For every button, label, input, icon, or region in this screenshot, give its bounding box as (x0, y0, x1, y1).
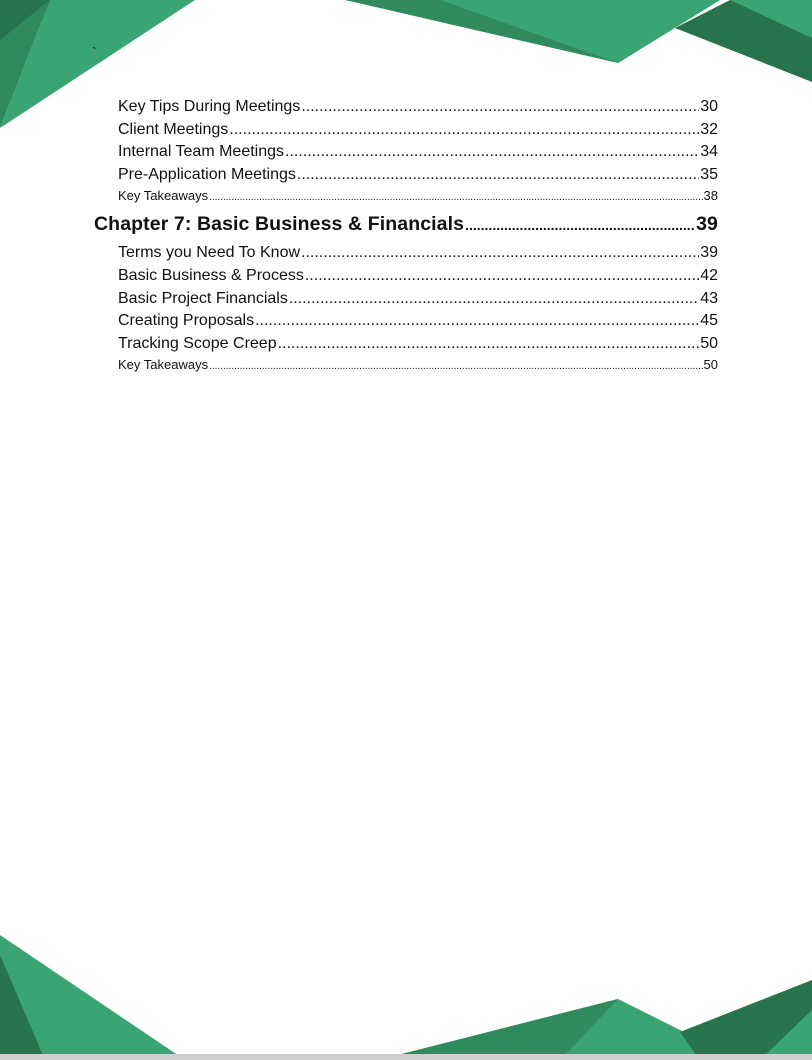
toc-entry-page: 32 (700, 120, 718, 138)
toc-entry-page: 39 (700, 244, 718, 262)
toc-entry-title: Key Takeaways (118, 357, 209, 373)
toc-entry-title: Key Tips During Meetings (118, 98, 301, 115)
toc-entry-page: 50 (700, 334, 718, 352)
toc-leader-dots (465, 206, 695, 242)
stray-mark: ` (92, 44, 97, 60)
toc-entry[interactable] (94, 119, 718, 142)
toc-entry[interactable] (94, 186, 718, 206)
toc-entry[interactable] (94, 333, 718, 356)
toc-entry-page: 43 (700, 289, 718, 307)
toc-entry[interactable] (94, 288, 718, 311)
toc-entry-page: 35 (700, 165, 718, 183)
toc-entry-title: Creating Proposals (118, 312, 255, 330)
toc-entry[interactable] (94, 96, 718, 119)
toc-chapter-title: Chapter 7: Basic Business & Financials (94, 213, 465, 236)
toc-entry[interactable] (94, 265, 718, 288)
toc-entry-title: Basic Project Financials (118, 289, 288, 307)
toc-leader-dots (297, 164, 699, 187)
toc-entry-title: Terms you Need To Know (118, 244, 301, 262)
toc-leader-dots (209, 186, 702, 206)
table-of-contents (94, 96, 718, 375)
toc-entry[interactable] (94, 164, 718, 187)
bottom-edge-line (0, 1054, 812, 1060)
toc-entry[interactable] (94, 242, 718, 265)
toc-leader-dots (301, 242, 699, 265)
toc-entry-page: 45 (700, 312, 718, 330)
toc-leader-dots (289, 288, 699, 311)
toc-entry-page: 50 (703, 357, 718, 373)
toc-chapter-entry[interactable] (94, 206, 718, 242)
toc-entry-page: 34 (700, 143, 718, 161)
toc-entry-title: Pre-Application Meetings (118, 165, 296, 183)
toc-leader-dots (255, 310, 699, 333)
toc-leader-dots (285, 141, 699, 164)
toc-leader-dots (305, 265, 699, 288)
toc-entry-title: Internal Team Meetings (118, 143, 285, 161)
toc-entry-page: 38 (703, 188, 718, 204)
toc-entry[interactable] (94, 310, 718, 333)
toc-entry-title: Key Takeaways (118, 188, 209, 204)
toc-entry[interactable] (94, 355, 718, 375)
toc-entry-title: Tracking Scope Creep (118, 334, 277, 352)
toc-entry-title: Client Meetings (118, 120, 229, 138)
toc-entry-title: Basic Business & Process (118, 266, 304, 284)
toc-leader-dots (278, 333, 700, 356)
toc-leader-dots (229, 119, 699, 142)
toc-entry-page: 42 (700, 266, 718, 284)
toc-chapter-page: 39 (696, 213, 718, 236)
toc-leader-dots (209, 355, 702, 375)
toc-leader-dots (301, 96, 699, 119)
toc-entry[interactable] (94, 141, 718, 164)
toc-entry-page: 30 (700, 98, 718, 115)
